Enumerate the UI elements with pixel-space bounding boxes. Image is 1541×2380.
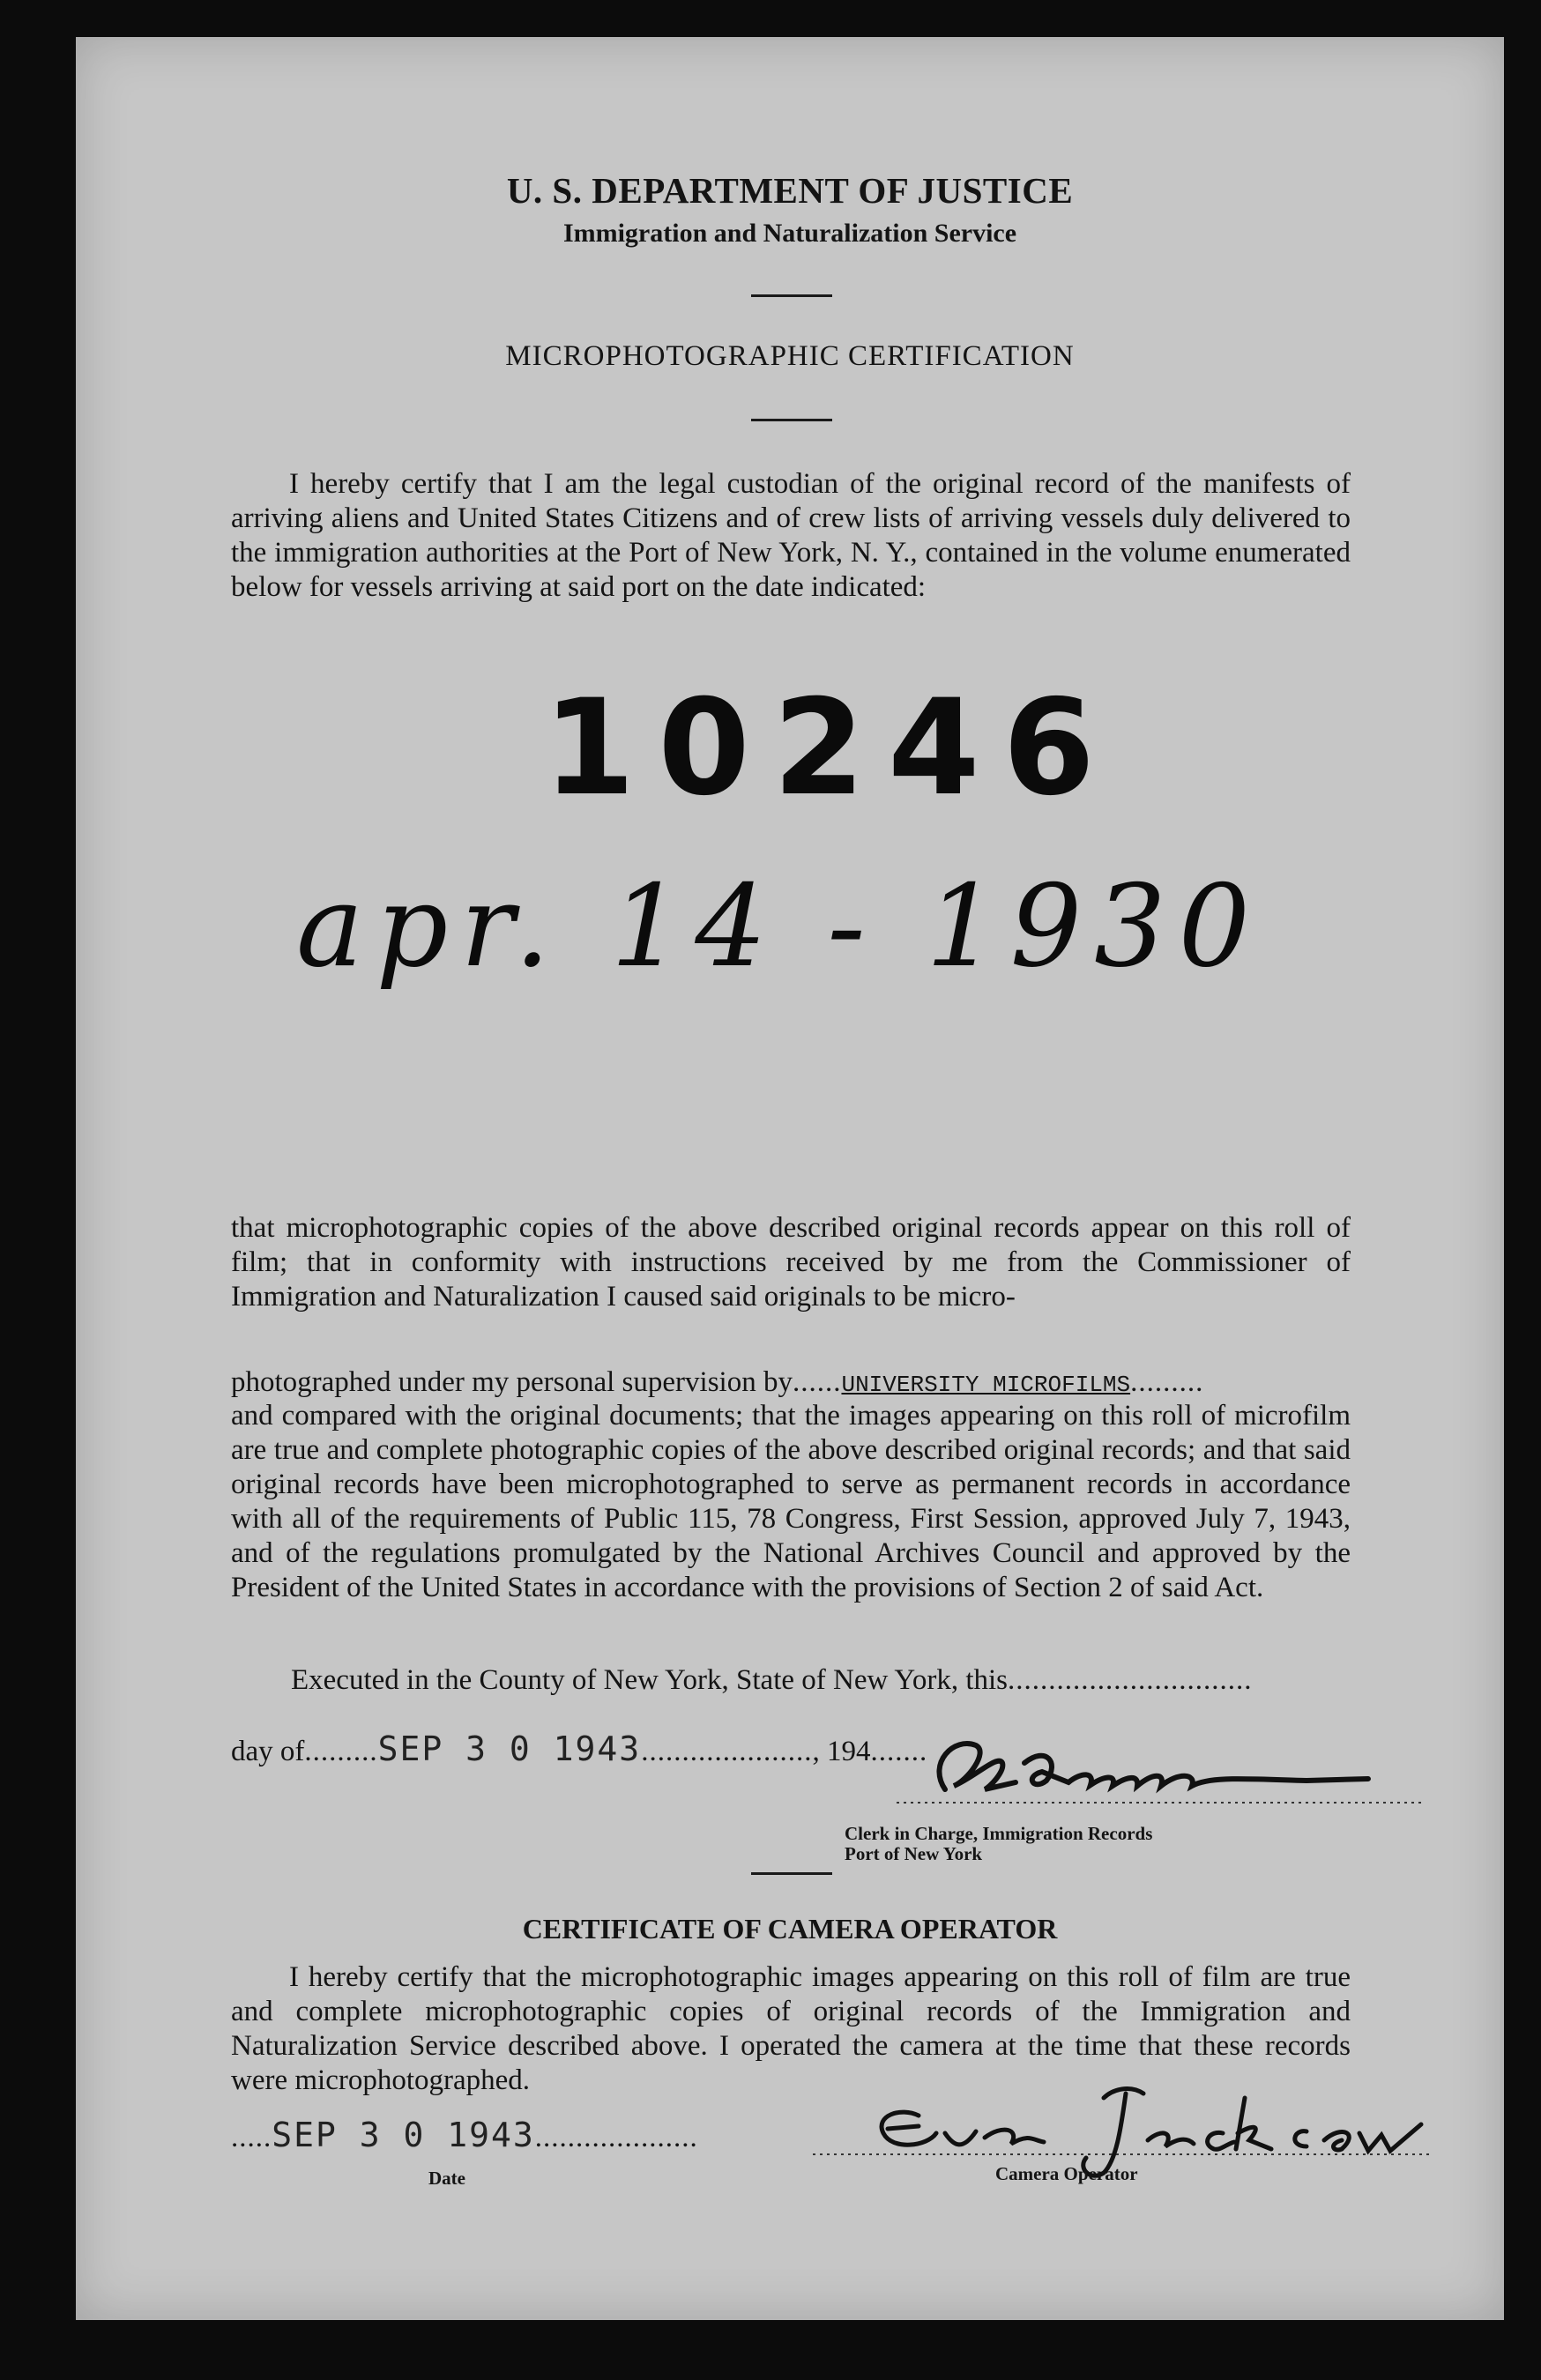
day-of-label: day of: [231, 1736, 305, 1767]
handwritten-volume-number: 10246: [543, 672, 1118, 825]
camera-operator-statement: I hereby certify that the microphotographic images appearing on this roll of film are true and complete microphotographic copies of original records of the Immigration and Naturalization Service described above. I operated the camera at the time that these records were microphotographed.: [231, 1961, 1351, 2096]
clerk-port: Port of New York: [845, 1843, 983, 1864]
certification-paragraph-part2: and compared with the original documents; that the images appearing on this roll of microfilm are true and complete photographic copies of the above described original records; and that said original records have been microphotographed to serve as permanent records in accordance with all of the requirements of Public 115, 78 Congress, First Session, approved July 7, 1943, and of the regulations promulgated by the National Archives Council and approved by the President of the United States in accordance with the provisions of Section 2 of said Act.: [231, 1400, 1351, 1603]
dotted-leader: ......: [792, 1366, 842, 1398]
date-field: [231, 2116, 786, 2154]
service-subheading: Immigration and Naturalization Service: [562, 219, 1017, 248]
executed-line: [291, 1664, 1253, 1697]
supervision-line: [231, 1366, 1203, 1399]
custodian-intro-paragraph: I hereby certify that I am the legal custodian of the original record of the manifests of arriving aliens and United States Citizens and of crew lists of arriving vessels duly delivered to the immigration authorities at the Port of New York, N. Y., contained in the volume enumerated below for vessels arriving at said port on the date indicated:: [231, 468, 1351, 603]
certification-paragraph-part1: that microphotographic copies of the above described original records appear on this roll of film; that in conformity with instructions received by me from the Commissioner of Immigration and Naturalization I caused said originals to be micro-: [231, 1212, 1351, 1313]
stamped-date: SEP 3 0 1943: [377, 1729, 642, 1768]
day-of-line: [231, 1729, 927, 1768]
divider: [751, 294, 832, 297]
department-heading: U. S. DEPARTMENT OF JUSTICE: [506, 170, 1074, 211]
year-prefix: , 194: [812, 1736, 871, 1767]
dotted-leader: .....................: [641, 1736, 813, 1767]
handwritten-arrival-date: apr. 14 - 1930: [296, 861, 1262, 993]
clerk-signature: [892, 1728, 1421, 1816]
dotted-leader: .........: [304, 1736, 378, 1767]
operator-date-value: SEP 3 0 1943: [272, 2116, 535, 2154]
camera-operator-label: Camera Operator: [995, 2163, 1138, 2184]
divider: [751, 1872, 832, 1875]
divider: [751, 419, 832, 421]
clerk-title: Clerk in Charge, Immigration Records: [845, 1823, 1153, 1844]
dotted-leader: ....................: [534, 2122, 698, 2153]
dotted-leader: .......: [870, 1736, 928, 1767]
supervisor-name: UNIVERSITY MICROFILMS: [841, 1372, 1131, 1398]
date-label: Date: [428, 2168, 465, 2189]
supervision-prefix: photographed under my personal supervision by: [231, 1366, 793, 1398]
dotted-leader: ..............................: [1008, 1664, 1253, 1696]
dotted-leader: .....: [231, 2122, 272, 2153]
form-title: MICROPHOTOGRAPHIC CERTIFICATION: [505, 340, 1075, 372]
camera-operator-heading: CERTIFICATE OF CAMERA OPERATOR: [522, 1913, 1058, 1945]
dotted-leader: .........: [1130, 1366, 1204, 1398]
executed-text: Executed in the County of New York, State of New York, this: [291, 1664, 1009, 1696]
certificate-page: [76, 37, 1504, 2320]
